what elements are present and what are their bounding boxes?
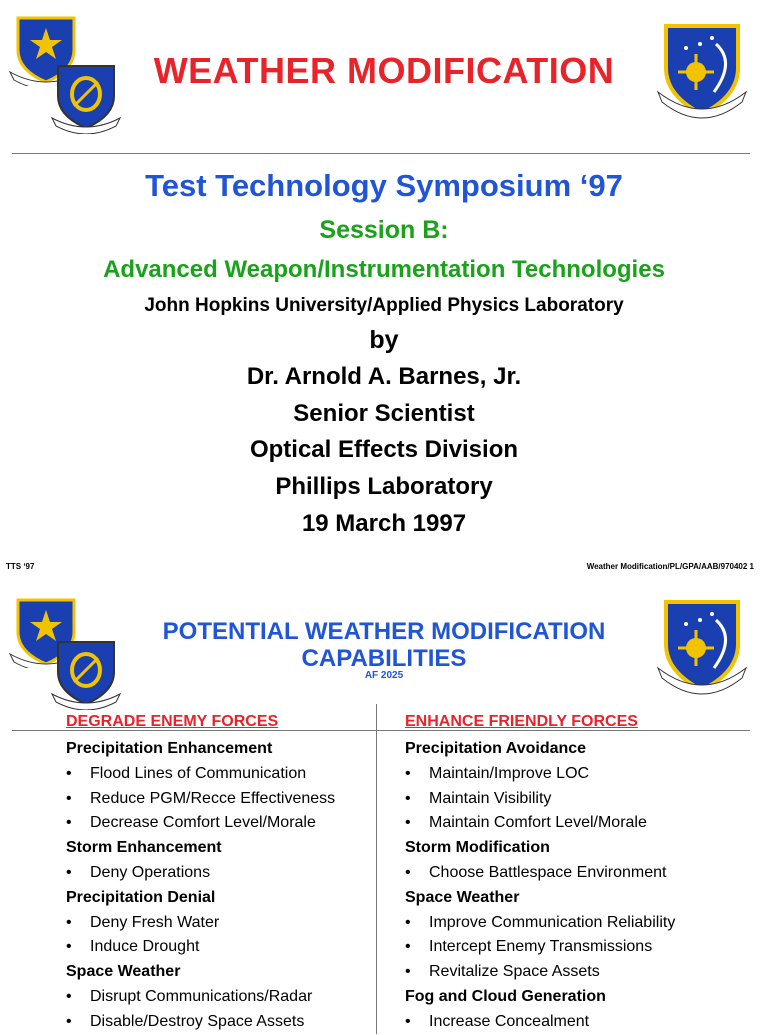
bullet-icon: • (405, 963, 411, 981)
bullet-icon: • (405, 814, 411, 832)
item-text: Maintain Comfort Level/Morale (429, 814, 647, 832)
item-text: Deny Operations (90, 863, 211, 881)
bullet-icon: • (66, 1012, 72, 1030)
degrade-column (66, 712, 426, 1035)
bullet-icon: • (405, 938, 411, 956)
bullet-icon: • (405, 764, 411, 782)
category-heading (405, 886, 765, 911)
item-text: Maintain Visibility (429, 789, 552, 807)
list-item (66, 935, 426, 960)
category-heading (405, 836, 765, 861)
list-item (66, 911, 426, 936)
presentation-date: 19 March 1997 (301, 510, 467, 537)
bullet-icon: • (66, 863, 72, 881)
session-topic: Advanced Weapon/Instrumentation Technologies (103, 256, 665, 283)
bullet-icon: • (66, 764, 72, 782)
institution: John Hopkins University/Applied Physics Laboratory (144, 295, 624, 316)
bullet-icon: • (66, 789, 72, 807)
item-text: Choose Battlespace Environment (429, 863, 667, 881)
category-heading (66, 886, 426, 911)
item-text: Induce Drought (90, 938, 200, 956)
item-text: Intercept Enemy Transmissions (429, 938, 653, 956)
category-heading (66, 836, 426, 861)
slide-2 (0, 580, 768, 1030)
list-item (66, 787, 426, 812)
list-item (66, 1010, 426, 1035)
list-item (66, 985, 426, 1010)
bullet-icon: • (66, 938, 72, 956)
item-text: Space Weather (405, 888, 520, 906)
by-label: by (369, 326, 399, 354)
list-item (405, 911, 765, 936)
item-text: Reduce PGM/Recce Effectiveness (90, 789, 336, 807)
bullet-icon: • (405, 863, 411, 881)
bullet-icon: • (66, 913, 72, 931)
divider (12, 153, 750, 154)
item-text: Precipitation Denial (66, 888, 216, 906)
item-text: Space Weather (66, 963, 181, 981)
category-heading (405, 985, 765, 1010)
title-line-1: POTENTIAL WEATHER MODIFICATION (162, 618, 606, 645)
item-text: Storm Modification (405, 839, 550, 857)
item-text: Decrease Comfort Level/Morale (90, 814, 316, 832)
item-text: Precipitation Enhancement (66, 740, 273, 757)
category-heading (66, 960, 426, 985)
author-lab: Phillips Laboratory (275, 473, 493, 500)
list-item (66, 861, 426, 886)
footer-right: Weather Modification/PL/GPA/AAB/970402 1 (586, 562, 754, 571)
list-item (405, 861, 765, 886)
item-text: Precipitation Avoidance (405, 740, 587, 757)
footer-left: TTS ‘97 (6, 562, 35, 571)
bullet-icon: • (405, 789, 411, 807)
item-text: Deny Fresh Water (90, 913, 220, 931)
capability-list (66, 737, 426, 1035)
list-item (405, 787, 765, 812)
item-text: Revitalize Space Assets (429, 963, 600, 981)
session-label: Session B: (319, 216, 449, 244)
bullet-icon: • (405, 1012, 411, 1030)
list-item (405, 811, 765, 836)
bullet-icon: • (405, 913, 411, 931)
category-heading (66, 737, 426, 762)
column-heading: ENHANCE FRIENDLY FORCES (405, 713, 638, 730)
item-text: Storm Enhancement (66, 839, 222, 857)
list-item (66, 762, 426, 787)
item-text: Increase Concealment (429, 1012, 590, 1030)
author-name: Dr. Arnold A. Barnes, Jr. (246, 363, 522, 390)
list-item (405, 762, 765, 787)
item-text: Disrupt Communications/Radar (90, 987, 313, 1005)
list-item (405, 1010, 765, 1035)
bullet-icon: • (66, 814, 72, 832)
bullet-icon: • (66, 987, 72, 1005)
category-heading (405, 737, 765, 762)
list-item (66, 811, 426, 836)
slide-subtitle: AF 2025 (364, 670, 404, 681)
list-item (405, 935, 765, 960)
item-text: Maintain/Improve LOC (429, 764, 590, 782)
item-text: Fog and Cloud Generation (405, 987, 606, 1005)
list-item (405, 960, 765, 985)
item-text: Disable/Destroy Space Assets (90, 1012, 305, 1030)
capability-list (405, 737, 765, 1035)
author-division: Optical Effects Division (249, 436, 519, 463)
slide-title: WEATHER MODIFICATION (153, 50, 615, 91)
slide-title (0, 618, 768, 672)
item-text: Flood Lines of Communication (90, 764, 307, 782)
enhance-column (405, 712, 765, 1035)
item-text: Improve Communication Reliability (429, 913, 676, 931)
symposium-title: Test Technology Symposium ‘97 (145, 168, 623, 203)
column-heading: DEGRADE ENEMY FORCES (66, 713, 279, 730)
author-title: Senior Scientist (293, 400, 475, 427)
title-line-2: CAPABILITIES (301, 645, 467, 672)
